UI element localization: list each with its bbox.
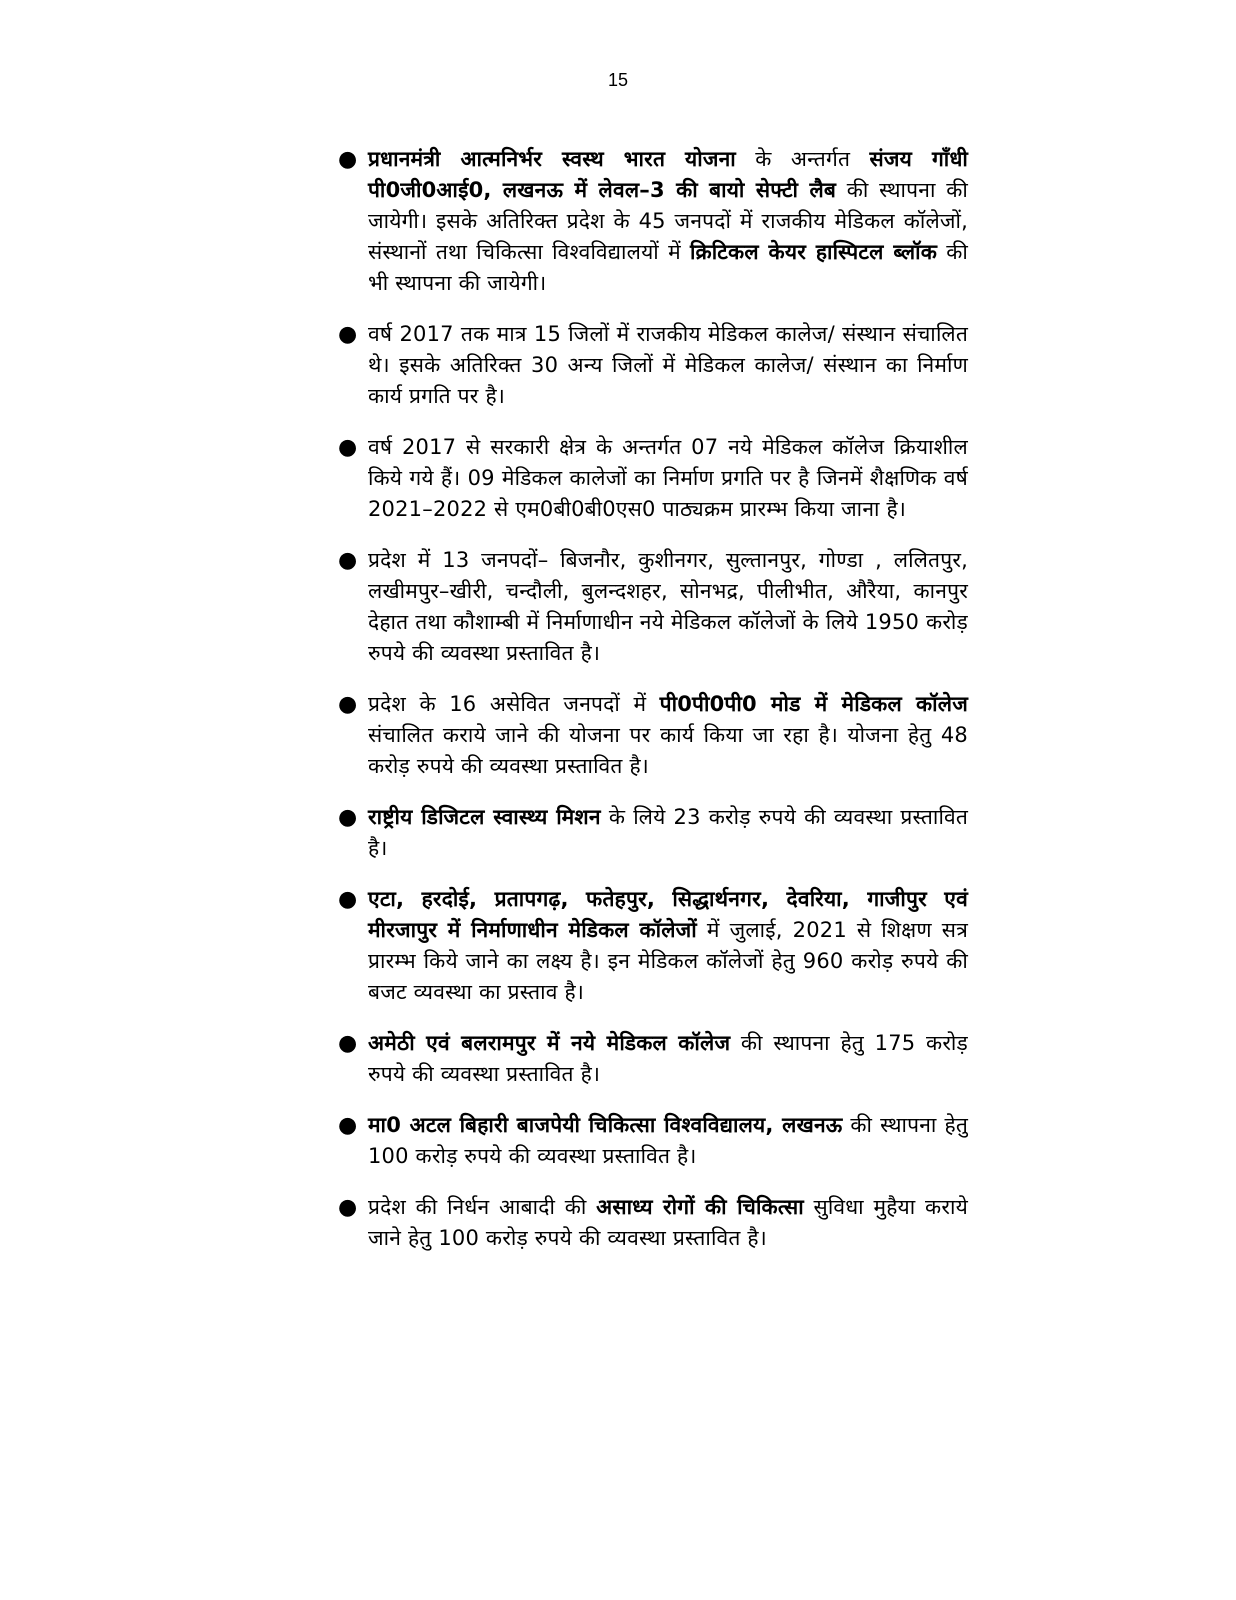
bullet-icon: ● xyxy=(338,322,358,347)
plain-text: की भी स्थापना की जायेगी। xyxy=(368,240,968,295)
plain-text: वर्ष 2017 तक मात्र 15 जिलों में राजकीय मेडिकल कालेज/ संस्थान संचालित थे। इसके अतिरिक्त 30 अन्य जिलों में मेडिकल कालेज/ संस्थान का निर्माण कार्य प्रगति पर है। xyxy=(368,322,968,408)
page-number: 15 xyxy=(607,70,629,90)
bullet-list xyxy=(338,144,968,1274)
bullet-item-9 xyxy=(338,1110,968,1172)
bullet-icon: ● xyxy=(338,435,358,460)
bullet-icon: ● xyxy=(338,805,358,830)
bullet-icon: ● xyxy=(338,147,358,172)
bullet-item-7 xyxy=(338,884,968,1008)
bullet-text xyxy=(368,1110,968,1172)
bullet-text xyxy=(368,802,968,864)
bold-text: असाध्य रोगों की चिकित्सा xyxy=(596,1195,804,1219)
bullet-text xyxy=(368,884,968,1008)
bold-text: प्रधानमंत्री आत्मनिर्भर स्वस्थ भारत योजना xyxy=(368,147,736,171)
bold-text: एटा, हरदोई, प्रतापगढ़, फतेहपुर, सिद्धार्थनगर, देवरिया, गाजीपुर एवं मीरजापुर में निर्माणाधीन मेडिकल कॉलेजों xyxy=(368,887,968,942)
bold-text: अमेठी एवं बलरामपुर में नये मेडिकल कॉलेज xyxy=(368,1031,731,1055)
bullet-icon: ● xyxy=(338,1113,358,1138)
bullet-text xyxy=(368,319,968,412)
bullet-text xyxy=(368,144,968,299)
bullet-item-10 xyxy=(338,1192,968,1254)
bold-text: संजय गाँधी पी0जी0आई0, लखनऊ में लेवल–3 की बायो सेफ्टी लैब xyxy=(368,147,968,202)
bold-text: क्रिटिकल केयर हास्पिटल ब्लॉक xyxy=(690,240,938,264)
plain-text: में जुलाई, 2021 से शिक्षण सत्र प्रारम्भ किये जाने का लक्ष्य है। इन मेडिकल कॉलेजों हेतु 960 करोड़ रुपये की बजट व्यवस्था का प्रस्ताव है। xyxy=(368,918,968,1004)
bullet-item-2 xyxy=(338,319,968,412)
plain-text: की स्थापना हेतु 175 करोड़ रुपये की व्यवस्था प्रस्तावित है। xyxy=(368,1031,968,1086)
bullet-item-4 xyxy=(338,545,968,669)
bullet-icon: ● xyxy=(338,548,358,573)
bullet-text xyxy=(368,689,968,782)
bold-text: पी0पी0पी0 मोड में मेडिकल कॉलेज xyxy=(659,692,968,716)
plain-text: वर्ष 2017 से सरकारी क्षेत्र के अन्तर्गत 07 नये मेडिकल कॉलेज क्रियाशील किये गये हैं। 09 मेडिकल कालेजों का निर्माण प्रगति पर है जिनमें शैक्षणिक वर्ष 2021–2022 से एम0बी0बी0एस0 पाठ्यक्रम प्रारम्भ किया जाना है। xyxy=(368,435,968,521)
bullet-icon: ● xyxy=(338,692,358,717)
plain-text: के लिये 23 करोड़ रुपये की व्यवस्था प्रस्तावित है। xyxy=(368,805,968,860)
bullet-item-3 xyxy=(338,432,968,525)
bullet-item-6 xyxy=(338,802,968,864)
plain-text: प्रदेश की निर्धन आबादी की xyxy=(368,1195,597,1219)
bullet-text xyxy=(368,1192,968,1254)
bullet-item-1 xyxy=(338,144,968,299)
bullet-icon: ● xyxy=(338,1031,358,1056)
bold-text: मा0 अटल बिहारी बाजपेयी चिकित्सा विश्वविद्यालय, लखनऊ xyxy=(368,1113,843,1137)
plain-text: की स्थापना की जायेगी। इसके अतिरिक्त प्रदेश के 45 जनपदों में राजकीय मेडिकल कॉलेजों, संस्थानों तथा चिकित्सा विश्वविद्यालयों में xyxy=(368,178,968,264)
plain-text: प्रदेश के 16 असेवित जनपदों में xyxy=(368,692,660,716)
plain-text: की स्थापना हेतु 100 करोड़ रुपये की व्यवस्था प्रस्तावित है। xyxy=(368,1113,968,1168)
bold-text: राष्ट्रीय डिजिटल स्वास्थ्य मिशन xyxy=(368,805,601,829)
bullet-text xyxy=(368,1028,968,1090)
plain-text: के अन्तर्गत xyxy=(735,147,870,171)
bullet-text xyxy=(368,545,968,669)
plain-text: संचालित कराये जाने की योजना पर कार्य किया जा रहा है। योजना हेतु 48 करोड़ रुपये की व्यवस्था प्रस्तावित है। xyxy=(368,723,968,778)
plain-text: सुविधा मुहैया कराये जाने हेतु 100 करोड़ रुपये की व्यवस्था प्रस्तावित है। xyxy=(368,1195,968,1250)
plain-text: प्रदेश में 13 जनपदों– बिजनौर, कुशीनगर, सुल्तानपुर, गोण्डा , ललितपुर, लखीमपुर–खीरी, चन्दौली, बुलन्दशहर, सोनभद्र, पीलीभीत, औरैया, कानपुर देहात तथा कौशाम्बी में निर्माणाधीन नये मेडिकल कॉलेजों के लिये 1950 करोड़ रुपये की व्यवस्था प्रस्तावित है। xyxy=(368,548,968,665)
bullet-icon: ● xyxy=(338,1195,358,1220)
bullet-item-8 xyxy=(338,1028,968,1090)
bullet-text xyxy=(368,432,968,525)
bullet-item-5 xyxy=(338,689,968,782)
bullet-icon: ● xyxy=(338,887,358,912)
